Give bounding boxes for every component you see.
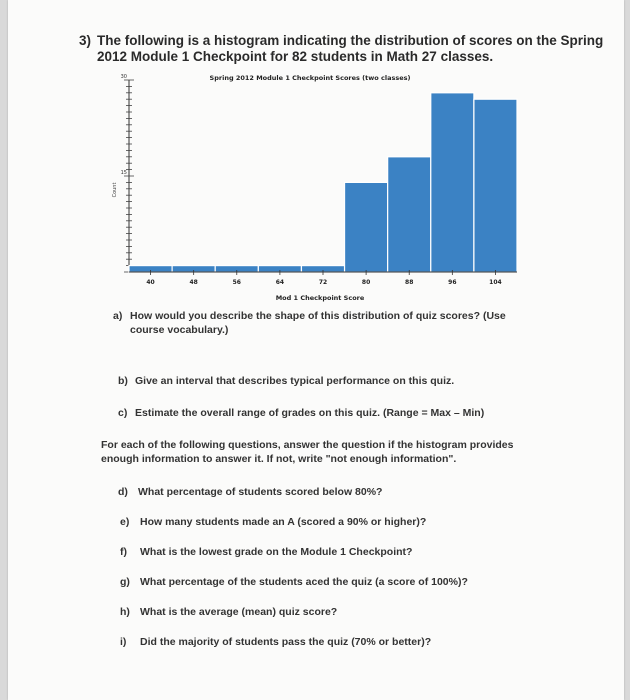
question-f-label: f): [120, 546, 127, 558]
question-a-label: a): [113, 310, 123, 322]
chart-y-tick-label: 30: [120, 74, 127, 80]
question-c-label: c): [118, 407, 128, 419]
chart-y-axis-label: Count: [112, 182, 118, 198]
question-b-text: Give an interval that describes typical performance on this quiz.: [135, 375, 455, 387]
question-line-1: The following is a histogram indicating the distribution of scores on the Spring: [97, 33, 604, 48]
chart-y-tick-label: 15: [120, 170, 127, 176]
chart-x-tick-label: 96: [448, 279, 457, 286]
question-a-line-2: course vocabulary.): [130, 324, 229, 336]
histogram-chart: [0, 0, 630, 310]
chart-x-tick-label: 40: [146, 279, 155, 286]
histogram-bar: [345, 182, 388, 272]
question-i-text: Did the majority of students pass the quiz (70% or better)?: [140, 636, 432, 648]
question-a-line-1: How would you describe the shape of this distribution of quiz scores? (Use: [130, 310, 506, 322]
histogram-bar: [388, 157, 431, 272]
chart-x-tick-label: 56: [232, 279, 241, 286]
chart-x-tick-label: 88: [405, 279, 414, 286]
instructions-line-1: For each of the following questions, answer the question if the histogram provides: [101, 439, 514, 451]
question-g-text: What percentage of the students aced the quiz (a score of 100%)?: [140, 576, 468, 588]
question-f-text: What is the lowest grade on the Module 1 Checkpoint?: [140, 546, 413, 558]
question-e-text: How many students made an A (scored a 90% or higher)?: [140, 516, 427, 528]
question-g-label: g): [120, 576, 130, 588]
question-d-label: d): [118, 486, 128, 498]
chart-x-axis-label: Mod 1 Checkpoint Score: [275, 294, 365, 302]
question-e-label: e): [120, 516, 130, 528]
histogram-bar: [431, 93, 474, 272]
question-h-text: What is the average (mean) quiz score?: [140, 606, 338, 618]
chart-x-tick-label: 72: [318, 279, 328, 286]
question-c-text: Estimate the overall range of grades on this quiz. (Range = Max – Min): [135, 407, 485, 419]
question-b-label: b): [118, 375, 128, 387]
histogram-bar: [474, 99, 517, 272]
question-line-2: 2012 Module 1 Checkpoint for 82 students in Math 27 classes.: [97, 49, 494, 64]
chart-x-tick-label: 64: [275, 279, 285, 286]
chart-x-tick-label: 80: [361, 279, 371, 286]
question-d-text: What percentage of students scored below 80%?: [138, 486, 383, 498]
question-h-label: h): [120, 606, 130, 618]
question-number: 3): [79, 33, 92, 48]
chart-title: Spring 2012 Module 1 Checkpoint Scores (two classes): [209, 74, 411, 82]
chart-x-tick-label: 104: [489, 279, 502, 286]
instructions-line-2: enough information to answer it. If not, write "not enough information".: [101, 453, 457, 465]
question-i-label: i): [120, 636, 127, 648]
chart-x-tick-label: 48: [189, 279, 198, 286]
